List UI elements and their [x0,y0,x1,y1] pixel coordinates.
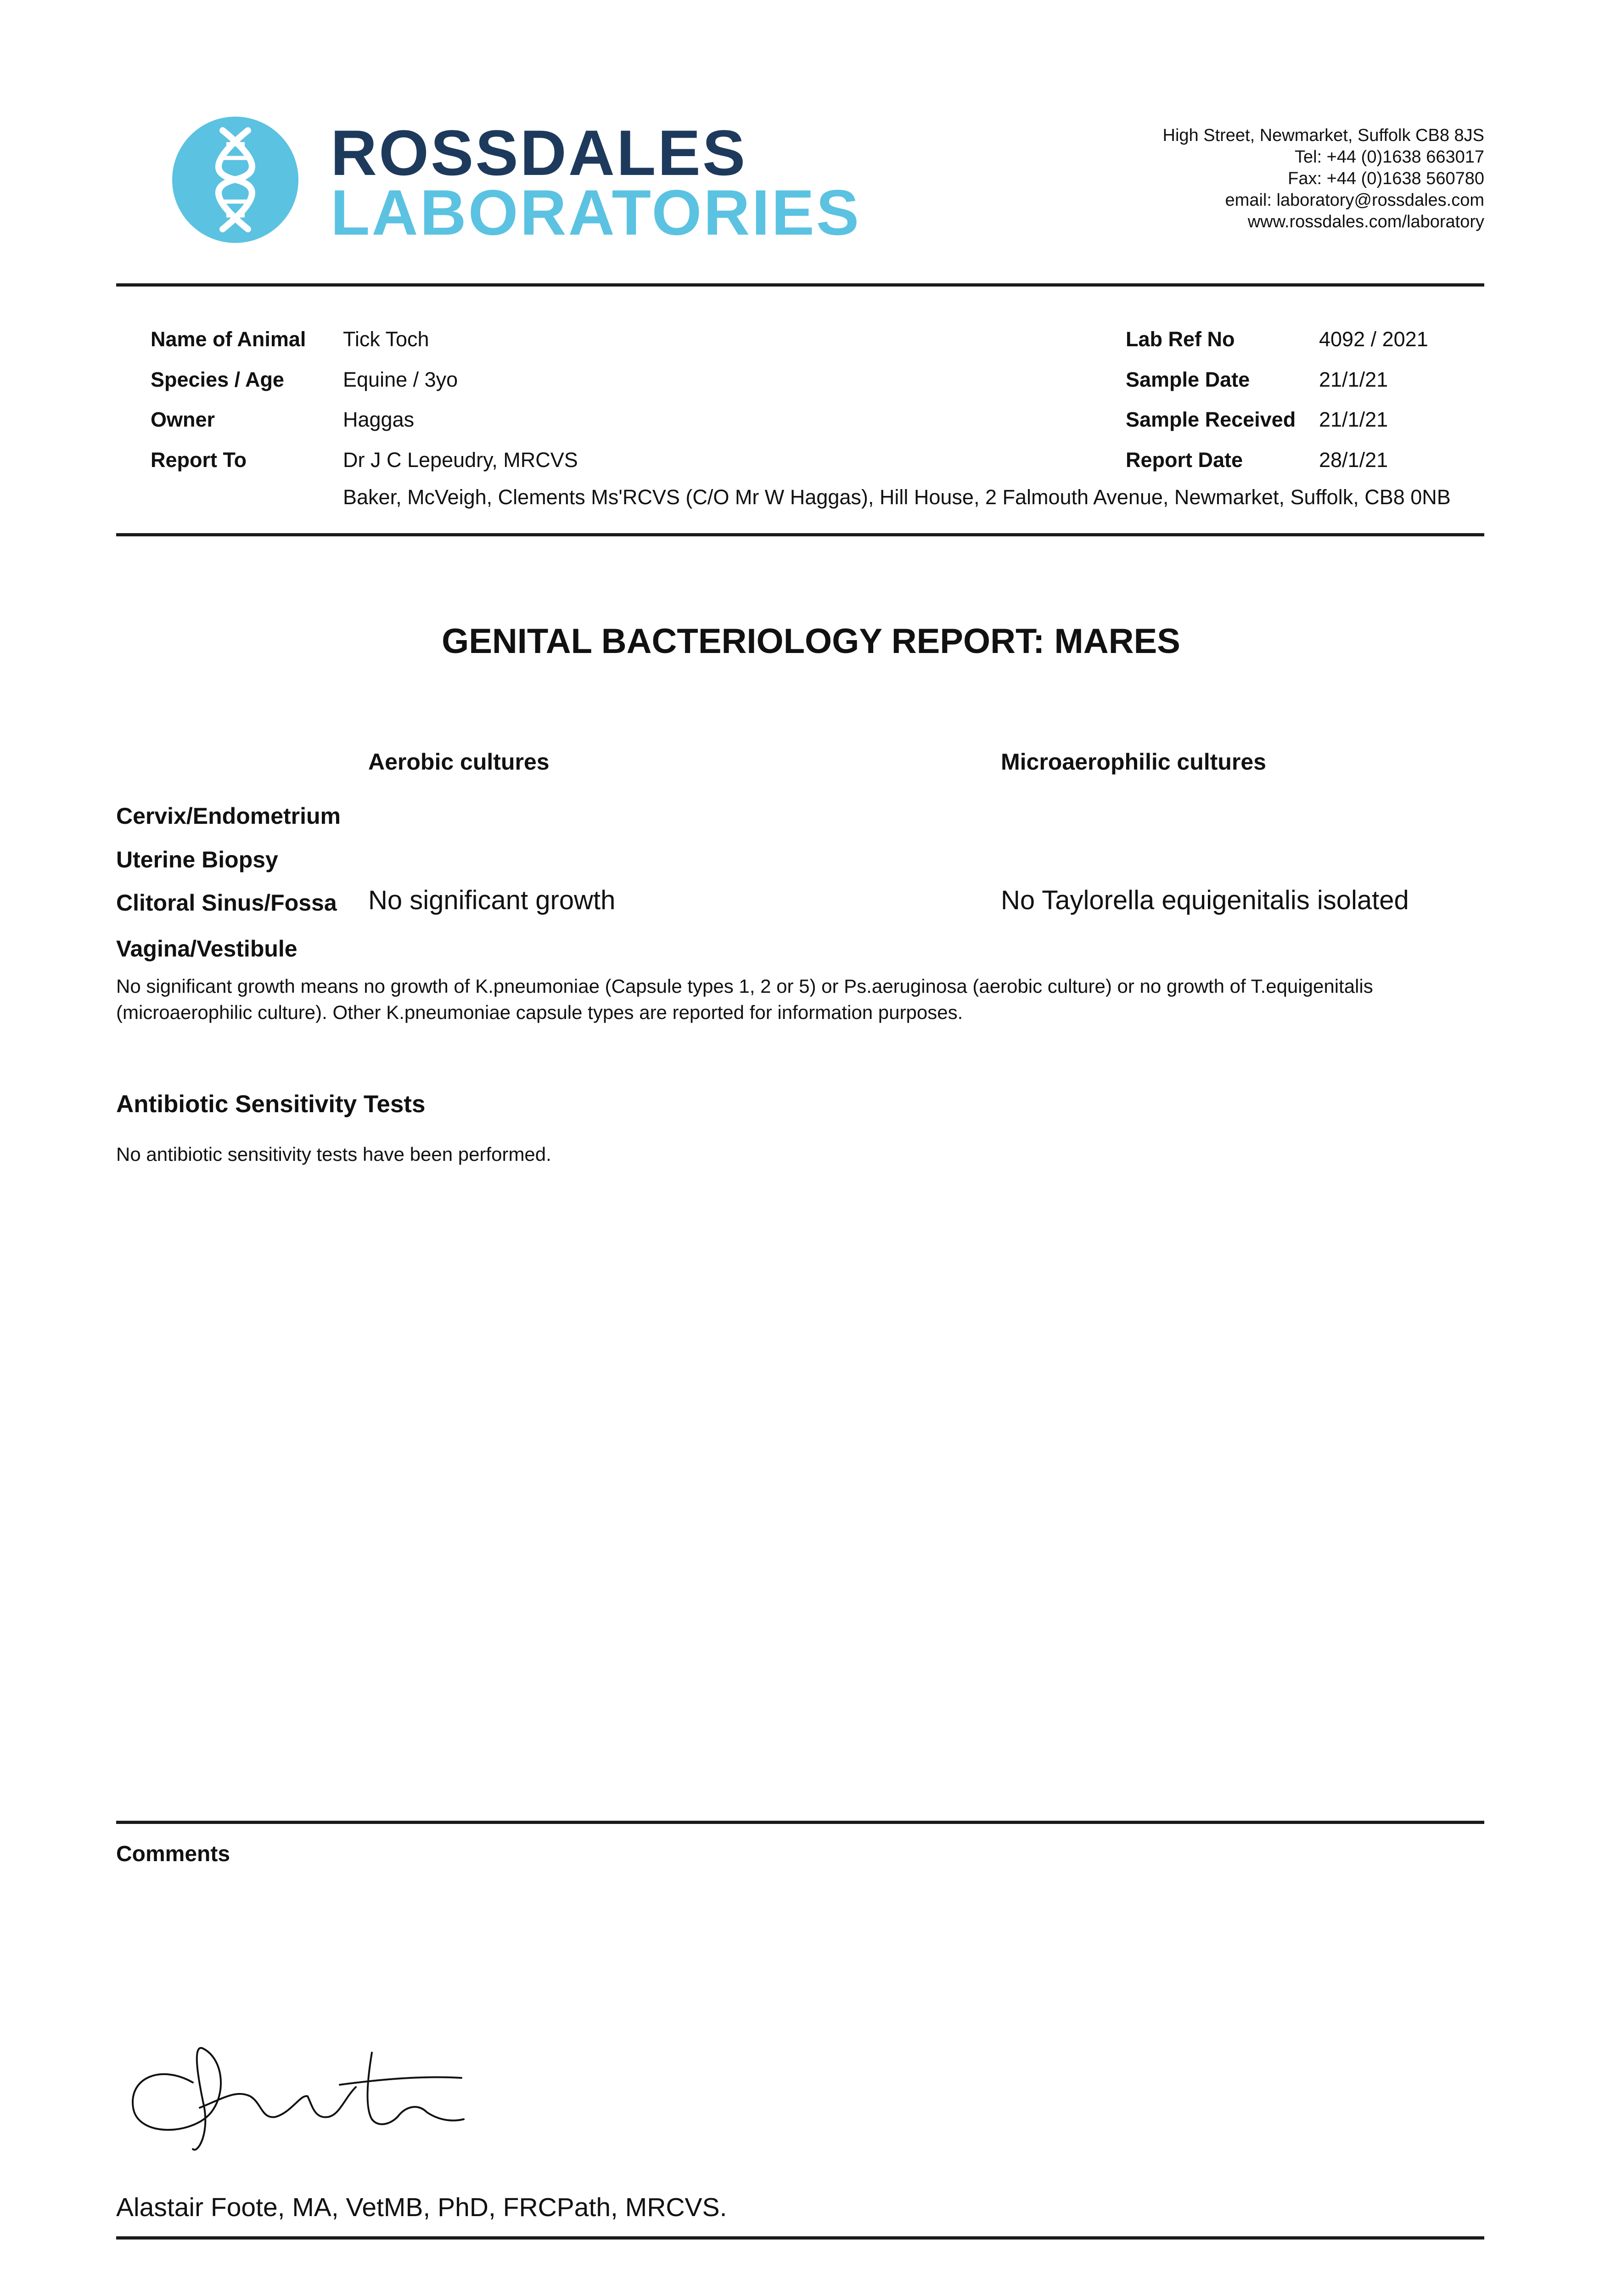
signature-scribble [124,2039,477,2158]
report-to-label: Report To [151,448,247,472]
row-uterine-biopsy: Uterine Biopsy [116,847,278,872]
sample-received-value: 21/1/21 [1319,408,1388,431]
row-clitoral-sinus-fossa: Clitoral Sinus/Fossa [116,890,337,916]
logo [172,117,298,243]
report-to-address: Baker, McVeigh, Clements Ms'RCVS (C/O Mr W Haggas), Hill House, 2 Falmouth Avenue, Newmarket, Suffolk, CB8 0NB [343,485,1451,509]
culture-note-line-1: No significant growth means no growth of K.pneumoniae (Capsule types 1, 2 or 5) or Ps.aeruginosa (aerobic culture) or no growth of T.equigenitalis [116,975,1373,997]
report-date-label: Report Date [1126,448,1243,472]
brand-line-2: LABORATORIES [331,176,861,248]
row-vagina-vestibule: Vagina/Vestibule [116,936,297,962]
culture-note-line-2: (microaerophilic culture). Other K.pneumoniae capsule types are reported for information purposes. [116,1002,963,1023]
antibiotic-text: No antibiotic sensitivity tests have been performed. [116,1143,551,1165]
aerobic-result: No significant growth [368,885,616,915]
owner-label: Owner [151,408,215,431]
signatory-name: Alastair Foote, MA, VetMB, PhD, FRCPath, MRCVS. [116,2193,727,2222]
comments-heading: Comments [116,1842,230,1866]
report-title: GENITAL BACTERIOLOGY REPORT: MARES [442,622,1180,661]
lab-ref-label: Lab Ref No [1126,327,1235,351]
divider-bottom [116,2236,1484,2240]
lab-address [1163,125,1484,233]
name-of-animal-label: Name of Animal [151,327,306,351]
species-age-value: Equine / 3yo [343,368,458,391]
address-fax: Fax: +44 (0)1638 560780 [1288,169,1484,188]
divider-top [116,283,1484,287]
name-of-animal-value: Tick Toch [343,327,429,351]
address-website: www.rossdales.com/laboratory [1247,212,1484,231]
sample-date-value: 21/1/21 [1319,368,1388,391]
species-age-label: Species / Age [151,368,284,391]
microaerophilic-column-header: Microaerophilic cultures [1001,749,1266,775]
report-date-value: 28/1/21 [1319,448,1388,472]
brand-line-1: ROSSDALES [331,117,747,189]
divider-comments [116,1821,1484,1824]
lab-ref-value: 4092 / 2021 [1319,327,1428,351]
sample-received-label: Sample Received [1126,408,1296,431]
address-email: email: laboratory@rossdales.com [1225,191,1484,210]
sample-date-label: Sample Date [1126,368,1250,391]
address-tel: Tel: +44 (0)1638 663017 [1294,147,1484,167]
owner-value: Haggas [343,408,415,431]
microaerophilic-result: No Taylorella equigenitalis isolated [1001,885,1409,915]
divider-info [116,533,1484,536]
report-to-value: Dr J C Lepeudry, MRCVS [343,448,578,472]
dna-helix-icon [172,117,298,243]
row-cervix-endometrium: Cervix/Endometrium [116,803,341,829]
aerobic-column-header: Aerobic cultures [368,749,550,775]
address-street: High Street, Newmarket, Suffolk CB8 8JS [1162,126,1484,145]
antibiotic-heading: Antibiotic Sensitivity Tests [116,1091,426,1118]
